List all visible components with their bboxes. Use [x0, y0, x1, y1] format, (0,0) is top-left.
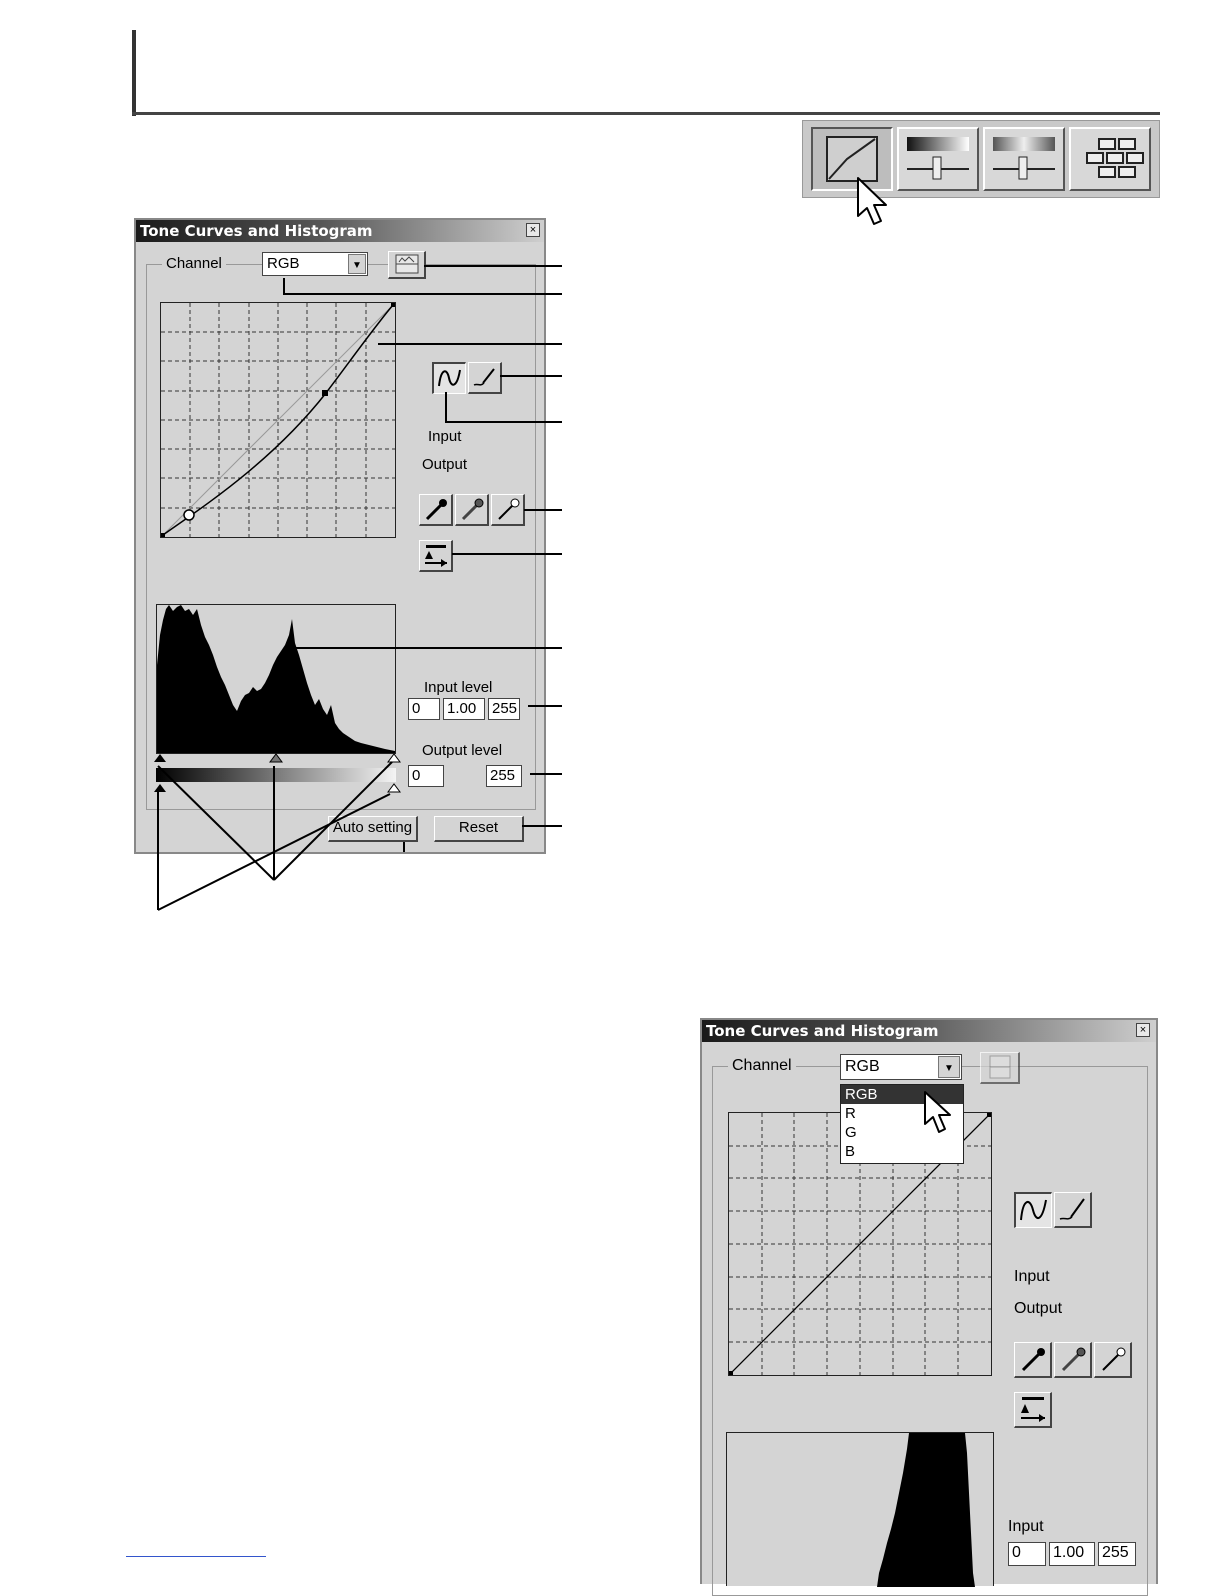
- channel-option-b[interactable]: B: [845, 1143, 856, 1160]
- input-black-field-2[interactable]: 0: [1008, 1542, 1046, 1566]
- channel-select-value-2: RGB: [845, 1058, 880, 1075]
- input-white-field[interactable]: 255: [488, 698, 520, 720]
- auto-setting-icon: [1016, 1393, 1050, 1425]
- auto-setting-tool-button-2[interactable]: [1014, 1392, 1052, 1428]
- histogram-2: [726, 1432, 994, 1586]
- channel-option-r[interactable]: R: [845, 1105, 856, 1122]
- reset-button[interactable]: Reset: [434, 816, 524, 842]
- output-readout-label: Output: [422, 456, 468, 473]
- input-readout-label: Input: [428, 428, 462, 445]
- cursor-arrow-icon: [920, 1090, 956, 1136]
- white-point-eyedropper-icon: [1096, 1343, 1130, 1375]
- output-level-label: Output level: [422, 742, 503, 759]
- channel-option-rgb[interactable]: RGB: [841, 1085, 963, 1104]
- close-button[interactable]: ×: [526, 223, 540, 237]
- output-black-field[interactable]: 0: [408, 765, 444, 787]
- histogram-reset-icon: [982, 1053, 1018, 1081]
- dialog-title: Tone Curves and Histogram: [136, 220, 544, 242]
- histogram-display-button-2[interactable]: [980, 1052, 1020, 1084]
- footer-link-rule: [126, 1556, 266, 1557]
- gray-point-button-2[interactable]: [1054, 1342, 1092, 1378]
- dialog-title-2: Tone Curves and Histogram: [702, 1020, 1156, 1042]
- output-readout-label-2: Output: [1014, 1300, 1063, 1317]
- curve-tool-icon: [1017, 1194, 1051, 1226]
- input-black-field[interactable]: 0: [408, 698, 440, 720]
- input-readout-label-2: Input: [1014, 1268, 1050, 1285]
- input-level-label: Input level: [424, 679, 493, 696]
- black-point-button-2[interactable]: [1014, 1342, 1052, 1378]
- channel-label: Channel: [162, 255, 226, 272]
- freehand-tool-button-2[interactable]: [1054, 1192, 1092, 1228]
- chevron-down-icon[interactable]: ▼: [348, 254, 366, 274]
- curve-tool-button-2[interactable]: [1014, 1192, 1052, 1228]
- white-point-button-2[interactable]: [1094, 1342, 1132, 1378]
- channel-select-value: RGB: [267, 255, 300, 272]
- freehand-tool-icon: [1056, 1193, 1090, 1225]
- histogram-plot-2: [727, 1433, 993, 1587]
- close-button-2[interactable]: ×: [1136, 1023, 1150, 1037]
- tone-curves-dialog-dropdown-example: [700, 1018, 1158, 1584]
- black-point-eyedropper-icon: [1016, 1343, 1050, 1375]
- input-gamma-field[interactable]: 1.00: [443, 698, 485, 720]
- channel-label-2: Channel: [728, 1057, 796, 1075]
- gray-point-eyedropper-icon: [1056, 1343, 1090, 1375]
- channel-option-g[interactable]: G: [845, 1124, 857, 1141]
- input-white-field-2[interactable]: 255: [1098, 1542, 1136, 1566]
- channel-select-2[interactable]: [840, 1054, 962, 1080]
- input-gamma-field-2[interactable]: 1.00: [1049, 1542, 1095, 1566]
- input-level-label-2: Input: [1008, 1518, 1044, 1535]
- output-white-field[interactable]: 255: [486, 765, 522, 787]
- chevron-down-icon[interactable]: ▼: [938, 1056, 960, 1078]
- auto-setting-button[interactable]: Auto setting: [328, 816, 418, 842]
